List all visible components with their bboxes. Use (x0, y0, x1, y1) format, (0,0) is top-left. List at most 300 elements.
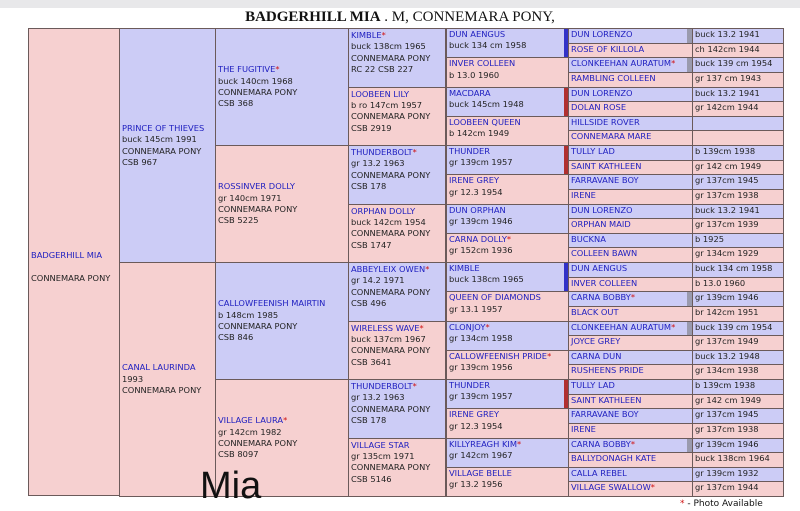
horse-name-link[interactable]: DOLAN ROSE (571, 102, 627, 113)
pedigree-cell (692, 130, 784, 146)
horse-info: CONNEMARA PONY (218, 87, 298, 97)
pedigree-cell (692, 160, 784, 176)
pedigree-entry (449, 234, 566, 245)
pedigree-cell (446, 262, 569, 292)
horse-info: gr 142cm 1982 (218, 426, 282, 437)
pedigree-entry (122, 362, 213, 373)
pedigree-cell (568, 57, 693, 73)
horse-info: gr 140cm 1971 (218, 192, 282, 203)
horse-name-link[interactable]: BUCKNA (571, 233, 606, 244)
horse-info: gr 139cm 1957 (449, 157, 513, 168)
pedigree-cell (446, 174, 569, 204)
pedigree-entry (449, 468, 566, 479)
horse-info: CONNEMARA PONY (122, 145, 202, 156)
horse-name-link[interactable]: CARNA BOBBY (571, 292, 631, 303)
pedigree-cell (568, 291, 693, 307)
horse-name-link[interactable]: INVER COLLEEN (449, 58, 516, 69)
pedigree-cell (692, 57, 784, 73)
pedigree-cell (568, 306, 693, 322)
pedigree-cell (568, 452, 693, 468)
horse-name-link[interactable]: KIMBLE (351, 30, 382, 40)
horse-info: gr 142cm 1944 (695, 102, 759, 113)
pedigree-cell (692, 423, 784, 439)
horse-info: buck 13.2 1948 (695, 350, 760, 361)
horse-info: CSB 8097 (218, 449, 259, 460)
pedigree-cell (348, 438, 446, 498)
pedigree-entry (449, 380, 566, 391)
horse-info: buck 134 cm 1958 (449, 40, 527, 51)
pedigree-cell (568, 116, 693, 132)
pedigree-entry (449, 117, 566, 128)
pedigree-entry (351, 30, 443, 41)
pedigree-cell (692, 145, 784, 161)
photo-star-icon[interactable]: * (547, 350, 552, 361)
overlay-text: Mia (200, 465, 262, 507)
horse-info: gr 137cm 1949 (695, 336, 759, 347)
horse-name-link[interactable]: THUNDER (449, 146, 490, 156)
horse-info: buck 134 cm 1958 (695, 263, 773, 273)
horse-name-link[interactable]: DUN LORENZO (571, 29, 633, 39)
pedigree-cell (348, 87, 446, 147)
horse-info: buck 13.2 1941 (695, 87, 760, 98)
horse-name-link[interactable]: RAMBLING COLLEEN (571, 72, 656, 83)
horse-name-link[interactable]: DUN AENGUS (571, 263, 628, 273)
pedigree-entry (449, 322, 566, 333)
pedigree-cell (568, 87, 693, 103)
pedigree-cell (692, 335, 784, 351)
horse-info: buck 138cm 1965 (449, 274, 524, 285)
pedigree-cell (692, 277, 784, 293)
horse-info: gr 13.2 1956 (449, 479, 503, 490)
pedigree-cell (568, 277, 693, 293)
photo-star-icon[interactable]: * (381, 30, 386, 40)
horse-name-link[interactable]: TULLY LAD (571, 146, 615, 156)
horse-info: gr 137cm 1938 (695, 423, 759, 434)
horse-name-link[interactable]: THUNDERBOLT (351, 147, 413, 157)
title-rest: . M, CONNEMARA PONY, (384, 9, 555, 25)
horse-info: buck 137cm 1967 (351, 333, 426, 344)
horse-info: CONNEMARA PONY (218, 438, 298, 448)
pedigree-entry (218, 298, 346, 309)
legend-text: - Photo Available (687, 499, 763, 509)
horse-info: CSB 178 (351, 415, 387, 426)
horse-name-link[interactable]: FARRAVANE BOY (571, 175, 639, 186)
pedigree-cell (692, 481, 784, 497)
pedigree-cell (568, 43, 693, 59)
horse-name-link[interactable]: ORPHAN DOLLY (351, 205, 416, 216)
horse-name-link[interactable]: PRINCE OF THIEVES (122, 122, 205, 133)
pedigree-cell (692, 218, 784, 234)
pedigree-cell (568, 408, 693, 424)
horse-info: 1993 (122, 373, 144, 384)
pedigree-cell (568, 394, 693, 410)
pedigree-cell (692, 452, 784, 468)
horse-info: b 148cm 1985 (218, 309, 279, 320)
horse-info: gr 139cm 1946 (695, 292, 759, 303)
photo-star-icon[interactable]: * (419, 322, 424, 333)
pedigree-cell (568, 247, 693, 263)
horse-name-link[interactable]: DUN LORENZO (571, 87, 633, 98)
pedigree-cell (568, 350, 693, 366)
horse-info: gr 137cm 1944 (695, 482, 759, 493)
photo-star-icon[interactable]: * (630, 438, 635, 449)
pedigree-cell (446, 145, 569, 175)
horse-name-link[interactable]: THE FUGITIVE (218, 64, 276, 75)
pedigree-entry (218, 181, 346, 192)
pedigree-cell (568, 130, 693, 146)
pedigree-cell (446, 204, 569, 234)
horse-info: gr 142cm 1967 (449, 449, 513, 460)
horse-name-link[interactable]: IRENE (571, 423, 596, 434)
pedigree-cell (692, 87, 784, 103)
horse-name-link[interactable]: VILLAGE SWALLOW (571, 482, 651, 493)
pedigree-entry (218, 64, 346, 75)
horse-name-link[interactable]: CARNA BOBBY (571, 438, 631, 449)
horse-name-link[interactable]: HILLSIDE ROVER (571, 116, 640, 127)
pedigree-cell (568, 174, 693, 190)
pedigree-cell (446, 350, 569, 380)
pedigree-cell (568, 145, 693, 161)
horse-name-link[interactable]: DUN AENGUS (449, 29, 506, 39)
horse-info: gr 137 cm 1943 (695, 72, 762, 83)
horse-name-link[interactable]: ABBEYLEIX OWEN (351, 264, 426, 274)
horse-name-link[interactable]: IRENE GREY (449, 175, 500, 186)
photo-star-icon[interactable]: * (412, 381, 417, 391)
photo-star-icon[interactable]: * (650, 482, 655, 493)
pedigree-cell (446, 291, 569, 321)
horse-name-link[interactable]: VILLAGE STAR (351, 439, 410, 450)
pedigree-cell (348, 321, 446, 381)
pedigree-cell (215, 28, 349, 146)
horse-info: gr 137cm 1939 (695, 219, 759, 230)
horse-info: CONNEMARA PONY (351, 228, 431, 239)
pedigree-entry (351, 440, 443, 451)
horse-info: gr 134cm 1958 (449, 332, 513, 343)
horse-info: buck 139 cm 1954 (695, 321, 773, 332)
pedigree-entry (449, 146, 566, 157)
pedigree-cell (692, 438, 784, 454)
pedigree-cell (348, 379, 446, 439)
pedigree-entry (449, 29, 566, 40)
pedigree-cell (692, 28, 784, 44)
horse-name-link[interactable]: ORPHAN MAID (571, 219, 631, 230)
horse-info: buck 139 cm 1954 (695, 58, 773, 69)
pedigree-cell (692, 116, 784, 132)
horse-info: buck 138cm 1964 (695, 453, 770, 464)
horse-name-link[interactable]: CALLOWFEENISH PRIDE (449, 350, 548, 361)
pedigree-cell (446, 438, 569, 468)
pedigree-cell (568, 321, 693, 337)
horse-info: CSB 3641 (351, 356, 392, 367)
pedigree-entry (449, 88, 566, 99)
pedigree-cell (692, 43, 784, 59)
horse-info: CSB 368 (218, 98, 254, 109)
photo-star-icon[interactable]: * (275, 64, 280, 75)
horse-name-link[interactable]: MACDARA (449, 87, 491, 98)
horse-info: CONNEMARA PONY (31, 272, 111, 283)
horse-info: gr 13.2 1963 (351, 392, 405, 403)
legend-star: * (680, 499, 685, 509)
pedigree-cell (692, 174, 784, 190)
photo-star-icon[interactable]: * (412, 147, 417, 157)
horse-info: buck 142cm 1954 (351, 216, 426, 227)
pedigree-cell (215, 145, 349, 263)
horse-info: b 139cm 1938 (695, 380, 756, 390)
horse-info: buck 138cm 1965 (351, 41, 426, 52)
horse-name-link[interactable]: CONNEMARA MARE (571, 131, 652, 142)
horse-info: gr 12.3 1954 (449, 420, 503, 431)
pedigree-cell (692, 189, 784, 205)
horse-info: buck 145cm 1991 (122, 134, 197, 145)
pedigree-cell (692, 101, 784, 117)
horse-info: gr 139cm 1932 (695, 467, 759, 478)
horse-info: CONNEMARA PONY (351, 403, 431, 414)
pedigree-entry (449, 292, 566, 303)
horse-info: CONNEMARA PONY (351, 462, 431, 473)
horse-info: CONNEMARA PONY (218, 321, 298, 331)
horse-info: b 139cm 1938 (695, 146, 756, 156)
horse-name-link[interactable]: QUEEN OF DIAMONDS (449, 292, 541, 303)
horse-name-link[interactable]: DUN LORENZO (571, 204, 633, 215)
horse-info: gr 13.1 1957 (449, 303, 503, 314)
pedigree-entry (449, 205, 566, 216)
pedigree-entry (449, 58, 566, 69)
pedigree-cell (692, 408, 784, 424)
horse-info: buck 13.2 1941 (695, 29, 760, 39)
horse-info: buck 13.2 1941 (695, 204, 760, 215)
pedigree-cell (692, 467, 784, 483)
pedigree-cell (348, 145, 446, 205)
page-title (0, 9, 800, 26)
pedigree-cell (568, 28, 693, 44)
horse-name-link[interactable]: THUNDERBOLT (351, 381, 413, 391)
pedigree-cell (568, 101, 693, 117)
pedigree-cell (28, 28, 120, 496)
horse-info: CSB 1747 (351, 239, 392, 250)
photo-star-icon[interactable]: * (283, 415, 288, 426)
horse-info: CSB 2919 (351, 122, 392, 133)
horse-name-link[interactable]: FARRAVANE BOY (571, 409, 639, 420)
horse-name-link[interactable]: CALLOWFEENISH MAIRTIN (218, 298, 326, 309)
pedigree-cell (446, 408, 569, 438)
horse-name-link[interactable]: RUSHEENS PRIDE (571, 365, 644, 376)
pedigree-cell (446, 87, 569, 117)
pedigree-entry (218, 415, 346, 426)
horse-info: ch 142cm 1944 (695, 43, 760, 54)
photo-star-icon[interactable]: * (671, 321, 676, 332)
pedigree-cell (568, 262, 693, 278)
horse-name-link[interactable]: DUN ORPHAN (449, 204, 506, 215)
horse-name-link[interactable]: LOOBEEN LILY (351, 88, 410, 99)
horse-info: CONNEMARA PONY (122, 385, 202, 396)
horse-name-link[interactable]: THUNDER (449, 380, 490, 390)
pedigree-cell (568, 423, 693, 439)
horse-name-link[interactable]: CANAL LAURINDA (122, 362, 196, 373)
horse-info: CSB 967 (122, 156, 158, 167)
horse-info: CSB 846 (218, 332, 254, 343)
pedigree-cell (692, 247, 784, 263)
pedigree-cell (568, 160, 693, 176)
horse-info: gr 137cm 1945 (695, 175, 759, 186)
horse-name-link[interactable]: CLONKEEHAN AURATUM (571, 321, 672, 332)
pedigree-cell (446, 233, 569, 263)
horse-info: CONNEMARA PONY (218, 204, 298, 214)
horse-info: CSB 5146 (351, 473, 392, 484)
horse-info: CONNEMARA PONY (351, 111, 431, 122)
horse-name-link[interactable]: SAINT KATHLEEN (571, 160, 642, 171)
photo-star-icon[interactable]: * (485, 321, 490, 332)
pedigree-cell (446, 116, 569, 146)
pedigree-entry (31, 250, 117, 284)
horse-name-link[interactable]: JOYCE GREY (571, 336, 621, 347)
pedigree-cell (568, 481, 693, 497)
pedigree-cell (348, 262, 446, 322)
horse-info: gr 142 cm 1949 (695, 160, 762, 171)
horse-name-link[interactable]: TULLY LAD (571, 380, 615, 390)
horse-name-link[interactable]: CLONKEEHAN AURATUM (571, 58, 672, 69)
pedigree-entry (449, 175, 566, 186)
horse-info: CONNEMARA PONY (351, 345, 431, 356)
horse-name-link[interactable]: COLLEEN BAWN (571, 248, 638, 259)
pedigree-cell (568, 72, 693, 88)
photo-legend (680, 499, 763, 509)
title-name: BADGERHILL MIA (245, 9, 381, 25)
pedigree-cell (692, 291, 784, 307)
pedigree-entry (449, 351, 566, 362)
photo-star-icon[interactable]: * (671, 58, 676, 69)
horse-info: gr 134cm 1929 (695, 248, 759, 259)
horse-info: CONNEMARA PONY (351, 52, 431, 63)
horse-name-link[interactable]: VILLAGE LAURA (218, 415, 284, 426)
horse-info: gr 139cm 1957 (449, 391, 513, 402)
pedigree-cell (446, 321, 569, 351)
horse-name-link[interactable]: CARNA DOLLY (449, 233, 507, 244)
horse-info: gr 139cm 1946 (695, 438, 759, 449)
pedigree-entry (351, 264, 443, 275)
photo-star-icon[interactable]: * (506, 233, 512, 244)
horse-name-link[interactable]: LOOBEEN QUEEN (449, 116, 521, 127)
horse-info: b 13.0 1960 (449, 69, 500, 80)
pedigree-cell (348, 28, 446, 88)
pedigree-cell (568, 467, 693, 483)
pedigree-entry (449, 263, 566, 274)
top-bar (0, 0, 800, 8)
pedigree-cell (119, 28, 216, 263)
pedigree-cell (568, 364, 693, 380)
horse-info: CSB 5225 (218, 215, 259, 226)
pedigree-cell (692, 379, 784, 395)
horse-info: CONNEMARA PONY (351, 286, 431, 297)
pedigree-cell (692, 233, 784, 249)
pedigree-cell (568, 335, 693, 351)
pedigree-cell (692, 306, 784, 322)
horse-name-link[interactable]: KILLYREAGH KIM (449, 438, 517, 449)
horse-info: gr 142 cm 1949 (695, 394, 762, 405)
pedigree-cell (568, 204, 693, 220)
horse-info: gr 139cm 1956 (449, 362, 513, 373)
horse-info: CSB 178 (351, 181, 387, 192)
horse-info: gr 14.2 1971 (351, 275, 405, 286)
horse-info: b 13.0 1960 (695, 277, 746, 288)
pedigree-cell (446, 467, 569, 497)
pedigree-cell (692, 204, 784, 220)
pedigree-cell (692, 262, 784, 278)
pedigree-cell (692, 364, 784, 380)
photo-star-icon[interactable]: * (517, 438, 522, 449)
photo-star-icon[interactable]: * (630, 292, 635, 303)
pedigree-entry (449, 409, 566, 420)
pedigree-cell (692, 350, 784, 366)
pedigree-entry (351, 206, 443, 217)
horse-info: gr 13.2 1963 (351, 158, 405, 169)
pedigree-entry (351, 147, 443, 158)
pedigree-cell (348, 204, 446, 264)
horse-name-link[interactable]: IRENE (571, 189, 596, 200)
horse-info: gr 139cm 1946 (449, 215, 513, 226)
horse-info: gr 135cm 1971 (351, 450, 415, 461)
horse-info: b 1925 (695, 233, 725, 244)
horse-name-link[interactable]: ROSSINVER DOLLY (218, 181, 295, 192)
pedigree-cell (568, 379, 693, 395)
horse-name-link[interactable]: WIRELESS WAVE (351, 322, 420, 333)
horse-info: RC 22 CSB 227 (351, 64, 414, 75)
pedigree-cell (446, 28, 569, 58)
horse-name-link[interactable]: BLACK OUT (571, 306, 619, 317)
pedigree-entry (449, 439, 566, 450)
horse-name-link[interactable]: ROSE OF KILLOLA (571, 43, 645, 54)
horse-info: b ro 147cm 1957 (351, 99, 423, 110)
pedigree-entry (351, 323, 443, 334)
horse-name-link[interactable]: IRENE GREY (449, 409, 500, 420)
horse-info: CONNEMARA PONY (351, 169, 431, 180)
horse-info: gr 152cm 1936 (449, 245, 513, 256)
pedigree-entry (351, 381, 443, 392)
horse-name-link[interactable]: SAINT KATHLEEN (571, 394, 642, 405)
pedigree-cell (446, 57, 569, 87)
horse-info: gr 137cm 1945 (695, 409, 759, 420)
horse-name-link[interactable]: CARNA DUN (571, 350, 622, 361)
horse-info: gr 134cm 1938 (695, 365, 759, 376)
photo-star-icon[interactable]: * (425, 264, 430, 274)
pedigree-cell (692, 394, 784, 410)
pedigree-cell (692, 72, 784, 88)
pedigree-cell (446, 379, 569, 409)
horse-info: gr 137cm 1938 (695, 189, 759, 200)
horse-name-link[interactable]: BALLYDONAGH KATE (571, 453, 657, 464)
horse-name-link[interactable]: KIMBLE (449, 263, 480, 273)
pedigree-entry (122, 123, 213, 134)
horse-info: b 142cm 1949 (449, 128, 510, 139)
pedigree-cell (568, 438, 693, 454)
horse-name-link[interactable]: INVER COLLEEN (571, 277, 638, 288)
pedigree-cell (119, 262, 216, 497)
pedigree-cell (692, 321, 784, 337)
pedigree-entry (351, 89, 443, 100)
horse-name-link[interactable]: CALLA REBEL (571, 467, 627, 478)
horse-info: CSB 496 (351, 298, 387, 309)
horse-name-link[interactable]: CLONJOY (449, 321, 486, 332)
horse-info: buck 140cm 1968 (218, 75, 293, 86)
horse-info: br 142cm 1951 (695, 306, 759, 317)
horse-info: buck 145cm 1948 (449, 98, 524, 109)
horse-name-link[interactable]: BADGERHILL MIA (31, 249, 103, 260)
horse-info: gr 12.3 1954 (449, 186, 503, 197)
horse-name-link[interactable]: VILLAGE BELLE (449, 467, 512, 478)
pedigree-cell (215, 262, 349, 380)
pedigree-cell (568, 218, 693, 234)
pedigree-cell (568, 233, 693, 249)
pedigree-cell (568, 189, 693, 205)
